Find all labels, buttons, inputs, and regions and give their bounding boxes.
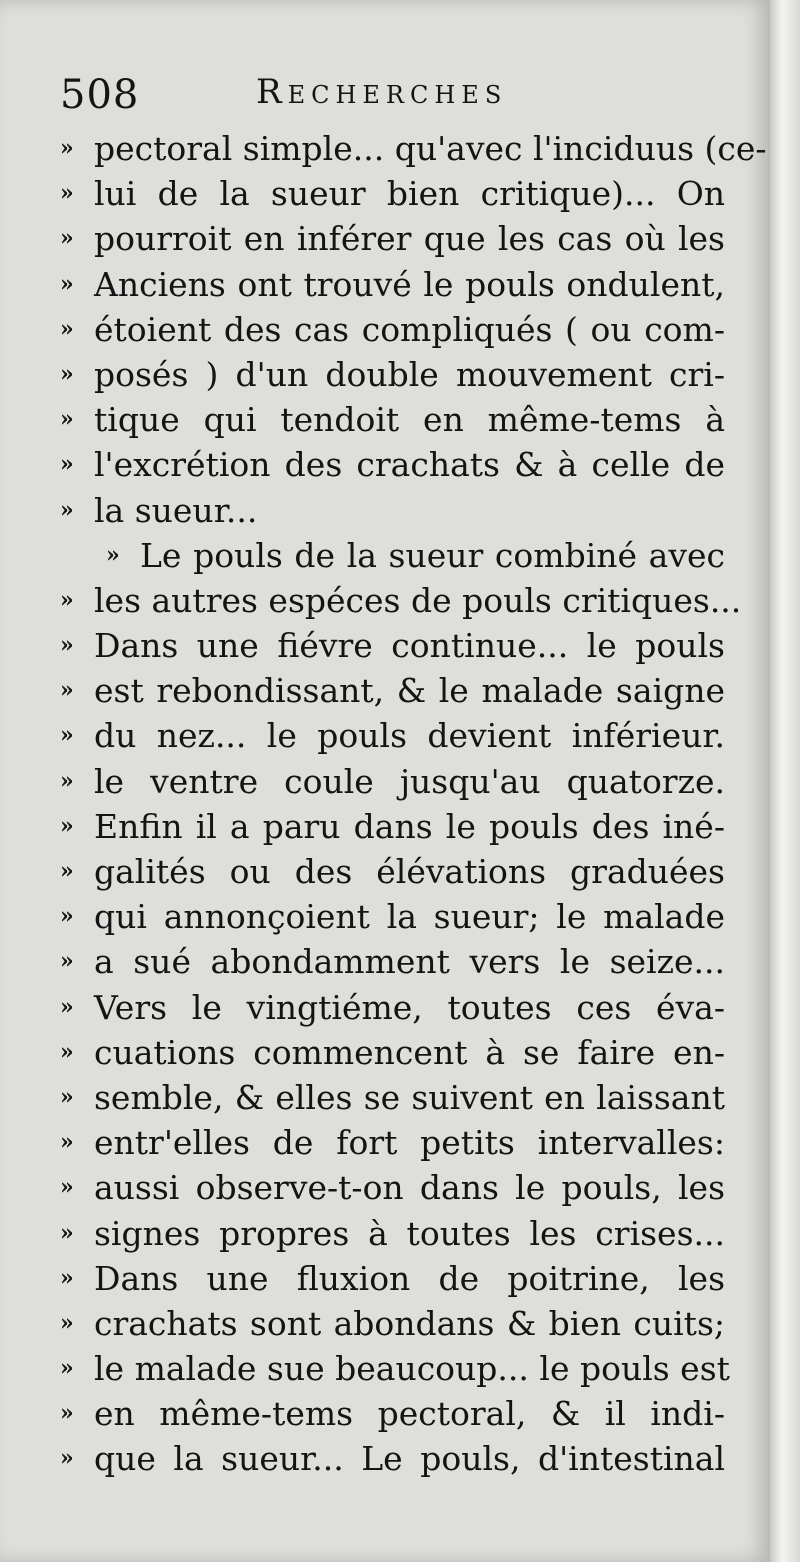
line-text: posés ) d'un double mouvement cri- (94, 354, 725, 394)
quote-mark: » (60, 677, 74, 704)
line-text: tique qui tendoit en même-tems à (94, 400, 725, 440)
quote-mark: » (60, 1309, 74, 1336)
line-text: du nez... le pouls devient inférieur. (94, 716, 725, 756)
quote-mark: » (60, 948, 74, 975)
text-line (60, 488, 725, 533)
line-text: a sué abondamment vers le seize... (94, 942, 725, 982)
text-line (60, 759, 725, 804)
text-line (60, 849, 725, 894)
line-text: semble, & elles se suivent en laissant (94, 1077, 725, 1117)
quote-mark: » (60, 360, 74, 387)
page-header (60, 72, 720, 122)
quote-mark: » (60, 767, 74, 794)
line-text: galités ou des élévations graduées (94, 852, 725, 891)
line-text: Enfin il a paru dans le pouls des iné- (94, 806, 725, 846)
text-line (60, 804, 725, 849)
text-line (60, 1211, 725, 1256)
line-text: étoient des cas compliqués ( ou com- (94, 309, 725, 349)
text-line (60, 894, 725, 939)
quote-mark: » (60, 1445, 74, 1472)
line-text: cuations commencent à se faire en- (94, 1032, 725, 1072)
line-text: le ventre coule jusqu'au quatorze. (94, 761, 725, 801)
line-text: les autres espéces de pouls critiques... (94, 580, 742, 620)
text-line (60, 1391, 725, 1436)
line-text: entr'elles de fort petits intervalles: (94, 1123, 725, 1163)
line-text: signes propres à toutes les crises... (94, 1213, 725, 1253)
page-number: 508 (60, 72, 140, 118)
line-text: est rebondissant, & le malade saigne (94, 671, 725, 711)
text-line (60, 1165, 725, 1210)
text-line (60, 713, 725, 758)
text-line (60, 442, 725, 487)
line-text: Dans une fiévre continue... le pouls (94, 626, 725, 666)
quote-mark: » (60, 1355, 74, 1382)
line-text: pectoral simple... qu'avec l'inciduus (ce- (94, 129, 767, 168)
line-text: l'excrétion des crachats & à celle de (94, 445, 725, 485)
line-text: pourroit en inférer que les cas où les (94, 219, 725, 259)
quote-mark: » (106, 541, 120, 568)
line-text: la sueur... (94, 490, 258, 530)
text-line (60, 1436, 725, 1481)
line-text: crachats sont abondans & bien cuits; (94, 1303, 725, 1343)
text-line (60, 985, 725, 1030)
text-line (60, 307, 725, 352)
quote-mark: » (60, 225, 74, 252)
quote-mark: » (60, 270, 74, 297)
text-line (60, 1030, 725, 1075)
quote-mark: » (60, 1219, 74, 1246)
quote-mark: » (60, 406, 74, 433)
paragraph-first-line (60, 533, 725, 578)
quote-mark: » (60, 1083, 74, 1110)
quote-mark: » (60, 993, 74, 1020)
text-line (60, 1256, 725, 1301)
page-gutter (770, 0, 800, 1562)
line-text: Le pouls de la sueur combiné avec (140, 535, 725, 575)
text-line (60, 126, 767, 171)
running-head: Recherches (256, 72, 508, 112)
quote-mark: » (60, 135, 74, 161)
text-line (60, 352, 725, 397)
text-line (60, 171, 725, 216)
quote-mark: » (60, 315, 74, 342)
line-text: Anciens ont trouvé le pouls ondulent, (94, 264, 725, 304)
quote-mark: » (60, 451, 74, 478)
text-line (60, 1120, 725, 1165)
text-line (60, 1301, 725, 1346)
line-text: Vers le vingtiéme, toutes ces éva- (94, 987, 725, 1027)
quote-mark: » (60, 1129, 74, 1156)
quote-mark: » (60, 1038, 74, 1065)
quote-mark: » (60, 1264, 74, 1291)
text-line (60, 262, 725, 307)
quote-mark: » (60, 722, 74, 749)
text-line (60, 1346, 730, 1391)
quote-mark: » (60, 180, 74, 207)
line-text: que la sueur... Le pouls, d'intestinal (94, 1439, 725, 1479)
quote-mark: » (60, 1174, 74, 1201)
text-block (60, 126, 767, 1482)
line-text: qui annonçoient la sueur; le malade (94, 897, 725, 937)
line-text: lui de la sueur bien critique)... On (94, 174, 725, 214)
text-line (60, 668, 725, 713)
text-line (60, 623, 725, 668)
quote-mark: » (60, 812, 74, 839)
quote-mark: » (60, 903, 74, 930)
line-text: en même-tems pectoral, & il indi- (94, 1394, 725, 1434)
text-line (60, 397, 725, 442)
quote-mark: » (60, 1400, 74, 1427)
quote-mark: » (60, 496, 74, 523)
line-text: Dans une fluxion de poitrine, les (94, 1258, 725, 1298)
quote-mark: » (60, 632, 74, 659)
line-text: le malade sue beaucoup... le pouls est (94, 1349, 730, 1389)
text-line (60, 216, 725, 261)
text-line (60, 578, 742, 623)
quote-mark: » (60, 586, 74, 613)
text-line (60, 1075, 725, 1120)
text-line (60, 939, 725, 984)
line-text: aussi observe-t-on dans le pouls, les (94, 1168, 725, 1208)
quote-mark: » (60, 858, 74, 884)
